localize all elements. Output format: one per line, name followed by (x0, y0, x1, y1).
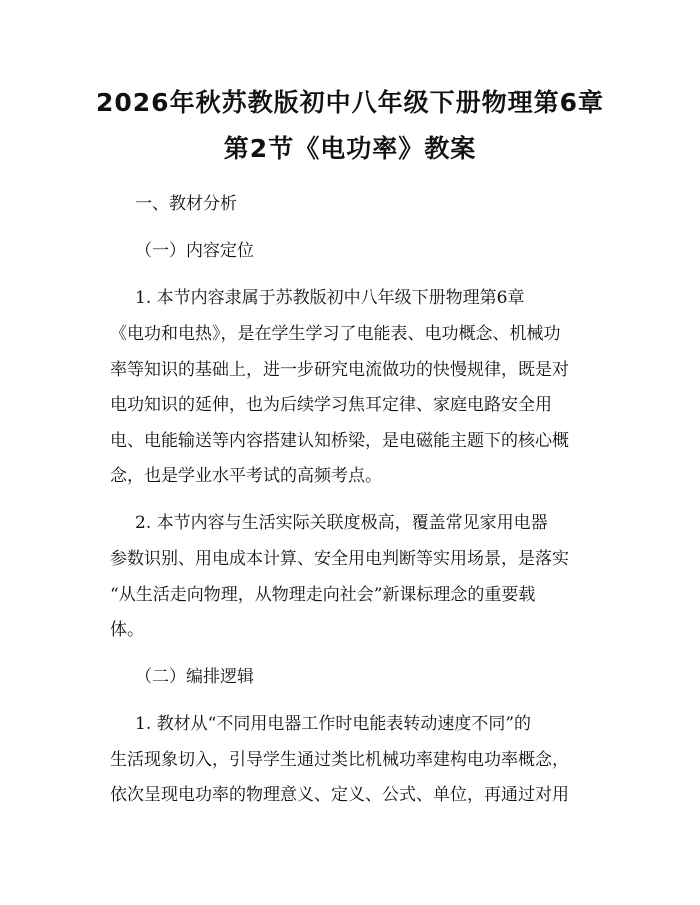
paragraph-3-line-3: 依次呈现电功率的物理意义、定义、公式、单位，再通过对用 (110, 785, 569, 805)
paragraph-1-line-3: 率等知识的基础上，进一步研究电流做功的快慢规律，既是对 (110, 360, 569, 380)
paragraph-1-line-1: 1. 本节内容隶属于苏教版初中八年级下册物理第6章 (135, 288, 525, 308)
paragraph-3-line-2: 生活现象切入，引导学生通过类比机械功率建构电功率概念， (110, 750, 569, 770)
paragraph-2-line-1: 2. 本节内容与生活实际关联度极高，覆盖常见家用电器 (135, 513, 548, 533)
subsection-heading-content-position: （一）内容定位 (135, 241, 254, 261)
paragraph-2-line-3: “从生活走向物理，从物理走向社会”新课标理念的重要载 (110, 585, 536, 605)
paragraph-1-line-6: 念，也是学业水平考试的高频考点。 (110, 466, 382, 486)
paragraph-2-line-2: 参数识别、用电成本计算、安全用电判断等实用场景，是落实 (110, 549, 569, 569)
paragraph-1-line-5: 电、电能输送等内容搭建认知桥梁，是电磁能主题下的核心概 (110, 431, 569, 451)
document-title-line-2: 第2节《电功率》教案 (223, 134, 477, 163)
document-title-line-1: 2026年秋苏教版初中八年级下册物理第6章 (96, 88, 604, 117)
section-heading-materials-analysis: 一、教材分析 (135, 194, 237, 214)
paragraph-3-line-1: 1. 教材从“不同用电器工作时电能表转动速度不同”的 (135, 714, 532, 734)
paragraph-1-line-4: 电功知识的延伸，也为后续学习焦耳定律、家庭电路安全用 (110, 395, 552, 415)
subsection-heading-arrangement-logic: （二）编排逻辑 (135, 667, 254, 687)
paragraph-1-line-2: 《电功和电热》，是在学生学习了电能表、电功概念、机械功 (110, 324, 561, 344)
paragraph-2-line-4: 体。 (110, 620, 144, 640)
